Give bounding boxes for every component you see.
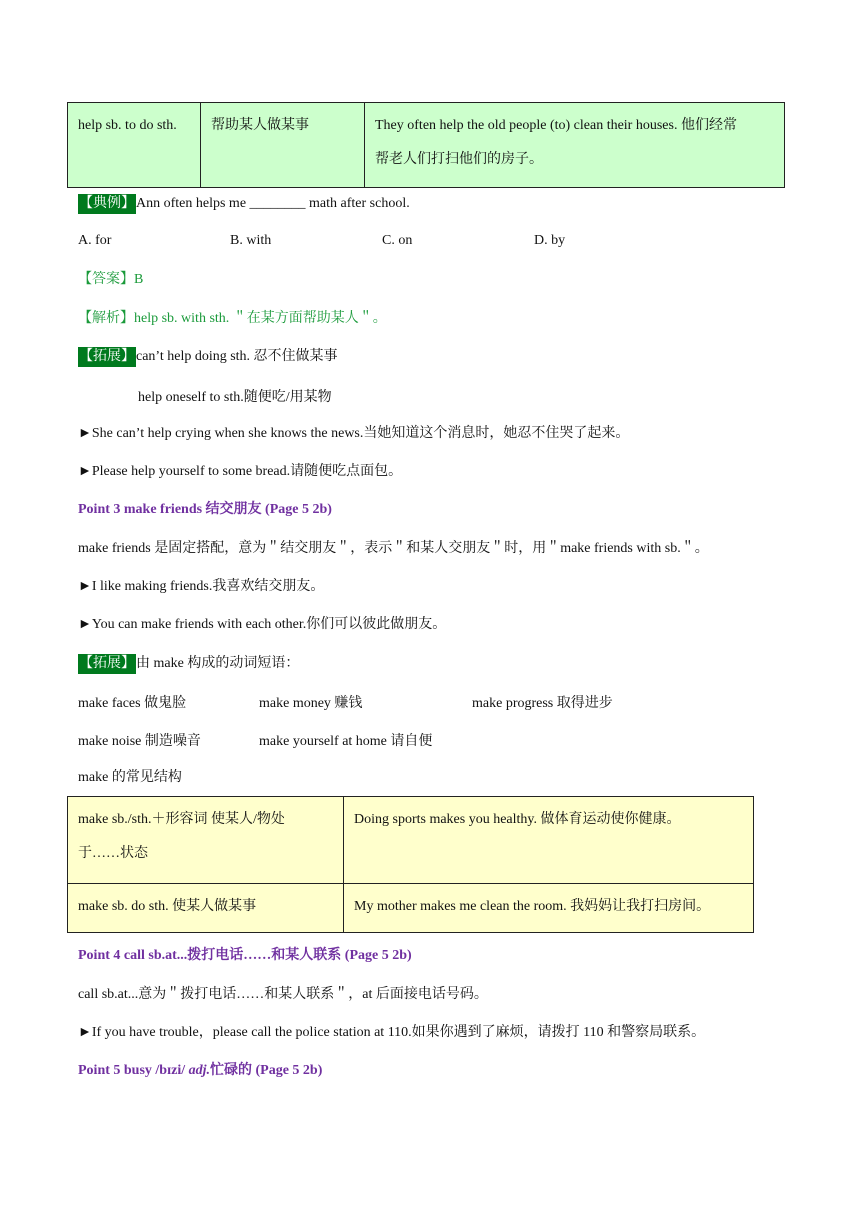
- answer-line: 【答案】B: [78, 272, 144, 287]
- table-row: [68, 797, 754, 884]
- extend-phrase: help oneself to sth.随便吃/用某物: [138, 390, 332, 405]
- example-text: Doing sports makes you healthy. 做体育运动使你健康。: [354, 812, 681, 827]
- phrase-item: make noise 制造噪音: [78, 734, 201, 749]
- extend-line: [78, 654, 299, 674]
- table-cell-example: [344, 884, 754, 933]
- pattern-text: help sb. to do sth.: [78, 118, 177, 133]
- option-d: D. by: [534, 233, 566, 248]
- point3-description: make friends 是固定搭配，意为＂结交朋友＂，表示＂和某人交朋友＂时，用＂make friends with sb.＂。: [78, 541, 709, 556]
- phrase-table-help: [67, 102, 785, 188]
- example-question: Ann often helps me ________ math after school.: [136, 196, 410, 211]
- point5-heading-word: Point 5 busy /bɪzi/: [78, 1063, 189, 1078]
- table-cell-pattern: [68, 103, 201, 188]
- table-cell-meaning: [201, 103, 365, 188]
- meaning-text: 帮助某人做某事: [211, 118, 309, 133]
- example-line: 帮老人们打扫他们的房子。: [375, 152, 543, 167]
- pattern-line: 于……状态: [78, 846, 148, 861]
- point4-heading: Point 4 call sb.at...拨打电话……和某人联系 (Page 5 2b): [78, 948, 412, 963]
- example-question-line: [78, 194, 410, 214]
- point5-pos: adj.: [188, 1063, 210, 1078]
- table-cell-example: [365, 103, 785, 188]
- phrase-item: make yourself at home 请自便: [259, 734, 433, 749]
- pattern-line: make sb./sth.＋形容词 使某人/物处: [78, 812, 285, 827]
- example-sentence: ►You can make friends with each other.你们可以彼此做朋友。: [78, 617, 447, 632]
- extend-tag: 【拓展】: [78, 654, 136, 674]
- table-cell-pattern: [68, 884, 344, 933]
- option-b: B. with: [230, 233, 272, 248]
- option-c: C. on: [382, 233, 413, 248]
- point5-heading: [78, 1061, 322, 1081]
- point4-description: call sb.at...意为＂拨打电话……和某人联系＂，at 后面接电话号码。: [78, 987, 488, 1002]
- table-row: [68, 884, 754, 933]
- point3-heading: Point 3 make friends 结交朋友 (Page 5 2b): [78, 502, 332, 517]
- table-cell-pattern: [68, 797, 344, 884]
- option-a: A. for: [78, 233, 112, 248]
- example-line: They often help the old people (to) clean their houses. 他们经常: [375, 118, 737, 133]
- table-row: [68, 103, 785, 188]
- table-cell-example: [344, 797, 754, 884]
- example-sentence: ►Please help yourself to some bread.请随便吃点面包。: [78, 464, 403, 479]
- example-sentence: ►I like making friends.我喜欢结交朋友。: [78, 579, 325, 594]
- phrase-table-make: [67, 796, 754, 933]
- example-tag: 【典例】: [78, 194, 136, 214]
- phrase-item: make money 赚钱: [259, 696, 363, 711]
- pattern-text: make sb. do sth. 使某人做某事: [78, 899, 257, 914]
- point5-heading-meaning: 忙碌的 (Page 5 2b): [210, 1063, 323, 1078]
- example-sentence: ►She can’t help crying when she knows the news.当她知道这个消息时，她忍不住哭了起来。: [78, 426, 630, 441]
- extend-text: 由 make 构成的动词短语：: [136, 656, 300, 671]
- example-sentence: ►If you have trouble，please call the police station at 110.如果你遇到了麻烦，请拨打 110 和警察局联系。: [78, 1025, 706, 1040]
- phrase-item: make progress 取得进步: [472, 696, 613, 711]
- analysis-line: 【解析】help sb. with sth. ＂在某方面帮助某人＂。: [78, 311, 387, 326]
- phrase-item: make faces 做鬼脸: [78, 696, 187, 711]
- example-text: My mother makes me clean the room. 我妈妈让我打扫房间。: [354, 899, 711, 914]
- extend-tag: 【拓展】: [78, 347, 136, 367]
- structure-label: make 的常见结构: [78, 770, 182, 785]
- extend-phrase: can’t help doing sth. 忍不住做某事: [136, 349, 338, 364]
- extend-line: [78, 347, 338, 367]
